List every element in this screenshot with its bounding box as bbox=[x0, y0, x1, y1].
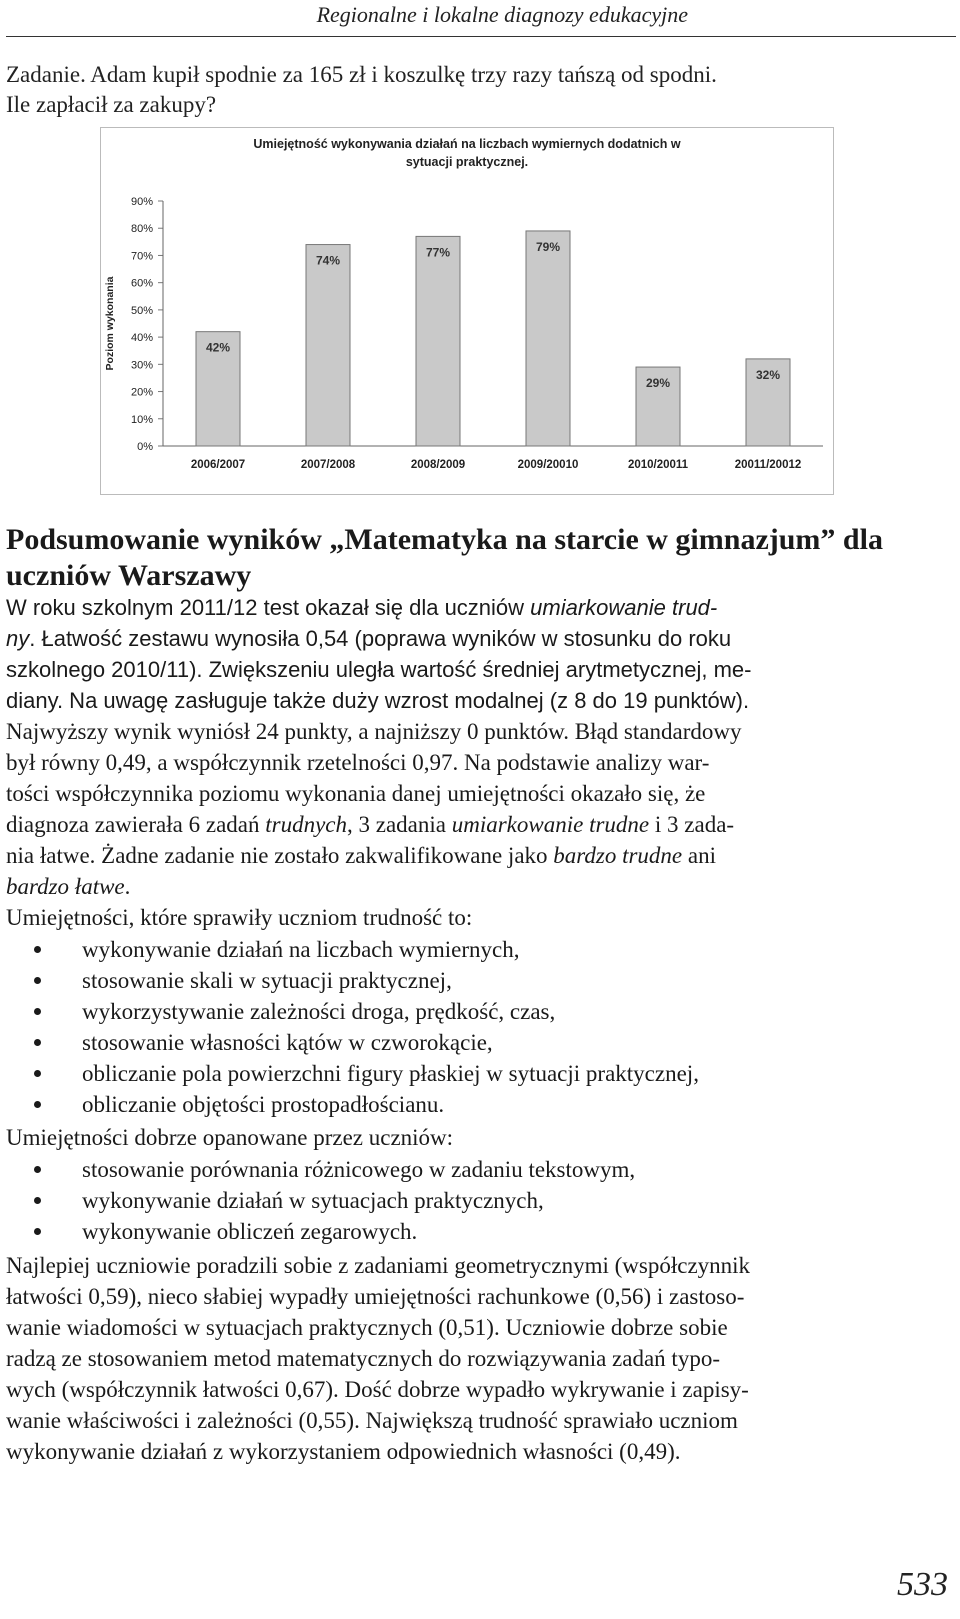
difficult-skills-list bbox=[6, 934, 699, 1120]
y-tick-label: 20% bbox=[130, 386, 153, 399]
conclusion-paragraph bbox=[6, 1250, 946, 1467]
bar-value-label: 77% bbox=[425, 245, 451, 260]
x-tick-label: 2009/20010 bbox=[517, 459, 579, 471]
bullet-icon bbox=[34, 1008, 41, 1015]
summary-paragraph bbox=[6, 592, 946, 716]
conclusion-line: Najlepiej uczniowie poradzili sobie z zadaniami geometrycznymi (współczynnik bbox=[6, 1253, 751, 1278]
difficult-skills-intro: Umiejętności, które sprawiły uczniom trudność to: bbox=[6, 905, 473, 930]
y-tick-label: 50% bbox=[130, 304, 153, 317]
conclusion-line: radzą ze stosowaniem metod matematycznych do rozwiązywania zadań typo- bbox=[6, 1346, 720, 1371]
bullet-icon bbox=[34, 1197, 41, 1204]
x-tick-label: 2006/2007 bbox=[190, 459, 246, 471]
summary-line: W roku szkolnym 2011/12 test okazał się dla uczniów umiarkowanie trud- bbox=[6, 595, 718, 620]
x-tick-label: 2010/20011 bbox=[627, 459, 689, 471]
conclusion-line: wanie właściwości i zależności (0,55). Największą trudność sprawiało uczniom bbox=[6, 1408, 738, 1433]
summary-line: diagnoza zawierała 6 zadań trudnych, 3 zadania umiarkowanie trudne i 3 zada- bbox=[6, 812, 735, 837]
summary-paragraph-cont bbox=[6, 716, 946, 902]
bar-value-label: 74% bbox=[315, 253, 341, 268]
chart-title-line-1: Umiejętność wykonywania działań na liczbach wymiernych dodatnich w bbox=[253, 137, 681, 151]
bar bbox=[416, 236, 460, 446]
header-rule bbox=[6, 36, 956, 37]
bar-value-label: 32% bbox=[755, 367, 781, 382]
y-tick-label: 10% bbox=[130, 413, 153, 426]
y-tick-label: 0% bbox=[137, 441, 153, 453]
chart-title-line-2: sytuacji praktycznej. bbox=[405, 155, 529, 169]
summary-line: bardzo łatwe. bbox=[6, 874, 131, 899]
task-line-2: Ile zapłacił za zakupy? bbox=[6, 92, 217, 117]
summary-line: tości współczynnika poziomu wykonania danej umiejętności okazało się, że bbox=[6, 781, 706, 806]
conclusion-line: wykonywanie działań z wykorzystaniem odpowiednich własności (0,49). bbox=[6, 1439, 681, 1464]
section-heading bbox=[6, 522, 946, 594]
y-tick-label: 70% bbox=[130, 250, 153, 263]
bar-value-label: 79% bbox=[535, 239, 561, 254]
list-item: wykonywanie obliczeń zegarowych. bbox=[6, 1216, 635, 1247]
list-item: obliczanie objętości prostopadłościanu. bbox=[6, 1089, 699, 1120]
bullet-icon bbox=[34, 946, 41, 953]
bullet-icon bbox=[34, 1070, 41, 1077]
summary-line: ny. Łatwość zestawu wynosiła 0,54 (poprawa wyników w stosunku do roku bbox=[6, 626, 732, 651]
bar bbox=[306, 245, 350, 446]
page-number: 533 bbox=[897, 1566, 948, 1603]
y-axis-label: Poziom wykonania bbox=[104, 276, 116, 371]
list-item: wykonywanie działań na liczbach wymiernych, bbox=[6, 934, 699, 965]
running-header-title: Regionalne i lokalne diagnozy edukacyjne bbox=[316, 2, 688, 27]
summary-line: Najwyższy wynik wyniósł 24 punkty, a najniższy 0 punktów. Błąd standardowy bbox=[6, 719, 742, 744]
summary-line: był równy 0,49, a współczynnik rzetelności 0,97. Na podstawie analizy war- bbox=[6, 750, 710, 775]
y-tick-label: 90% bbox=[130, 196, 153, 208]
conclusion-line: wanie wiadomości w sytuacjach praktycznych (0,51). Uczniowie dobrze sobie bbox=[6, 1315, 728, 1340]
list-item: stosowanie porównania różnicowego w zadaniu tekstowym, bbox=[6, 1154, 635, 1185]
bullet-icon bbox=[34, 1166, 41, 1173]
running-header bbox=[0, 0, 960, 38]
mastered-skills-intro: Umiejętności dobrze opanowane przez uczniów: bbox=[6, 1125, 454, 1150]
list-item: stosowanie własności kątów w czworokącie, bbox=[6, 1027, 699, 1058]
bar-chart-svg bbox=[101, 128, 833, 494]
x-tick-label: 2008/2009 bbox=[410, 459, 466, 471]
task-line-1: Zadanie. Adam kupił spodnie za 165 zł i koszulkę trzy razy tańszą od spodni. bbox=[6, 62, 717, 87]
section-heading-line-2: uczniów Warszawy bbox=[6, 559, 252, 592]
bar-value-label: 42% bbox=[205, 340, 231, 355]
summary-line: nia łatwe. Żadne zadanie nie zostało zakwalifikowane jako bardzo trudne ani bbox=[6, 843, 717, 868]
y-tick-label: 80% bbox=[130, 223, 153, 236]
list-item: wykorzystywanie zależności droga, prędkość, czas, bbox=[6, 996, 699, 1027]
section-heading-line-1: Podsumowanie wyników „Matematyka na starcie w gimnazjum” dla bbox=[6, 523, 883, 556]
summary-line: szkolnego 2010/11). Zwiększeniu uległa wartość średniej arytmetycznej, me- bbox=[6, 657, 752, 682]
list-item: wykonywanie działań w sytuacjach praktycznych, bbox=[6, 1185, 635, 1216]
bullet-icon bbox=[34, 1101, 41, 1108]
y-tick-label: 40% bbox=[130, 332, 153, 345]
y-tick-label: 60% bbox=[130, 277, 153, 290]
bullet-icon bbox=[34, 977, 41, 984]
bullet-icon bbox=[34, 1228, 41, 1235]
x-tick-label: 20011/20012 bbox=[734, 459, 802, 471]
summary-line: diany. Na uwagę zasługuje także duży wzrost modalnej (z 8 do 19 punktów). bbox=[6, 688, 750, 713]
bullet-icon bbox=[34, 1039, 41, 1046]
x-tick-label: 2007/2008 bbox=[300, 459, 356, 471]
list-item: stosowanie skali w sytuacji praktycznej, bbox=[6, 965, 699, 996]
conclusion-line: łatwości 0,59), nieco słabiej wypadły umiejętności rachunkowe (0,56) i zastoso- bbox=[6, 1284, 745, 1309]
bar-value-label: 29% bbox=[645, 376, 671, 391]
task-text bbox=[6, 60, 946, 120]
y-tick-label: 30% bbox=[130, 359, 153, 372]
mastered-skills-list bbox=[6, 1154, 635, 1247]
bar bbox=[526, 231, 570, 446]
list-item: obliczanie pola powierzchni figury płaskiej w sytuacji praktycznej, bbox=[6, 1058, 699, 1089]
bar-chart bbox=[100, 127, 834, 495]
conclusion-line: wych (współczynnik łatwości 0,67). Dość dobrze wypadło wykrywanie i zapisy- bbox=[6, 1377, 749, 1402]
